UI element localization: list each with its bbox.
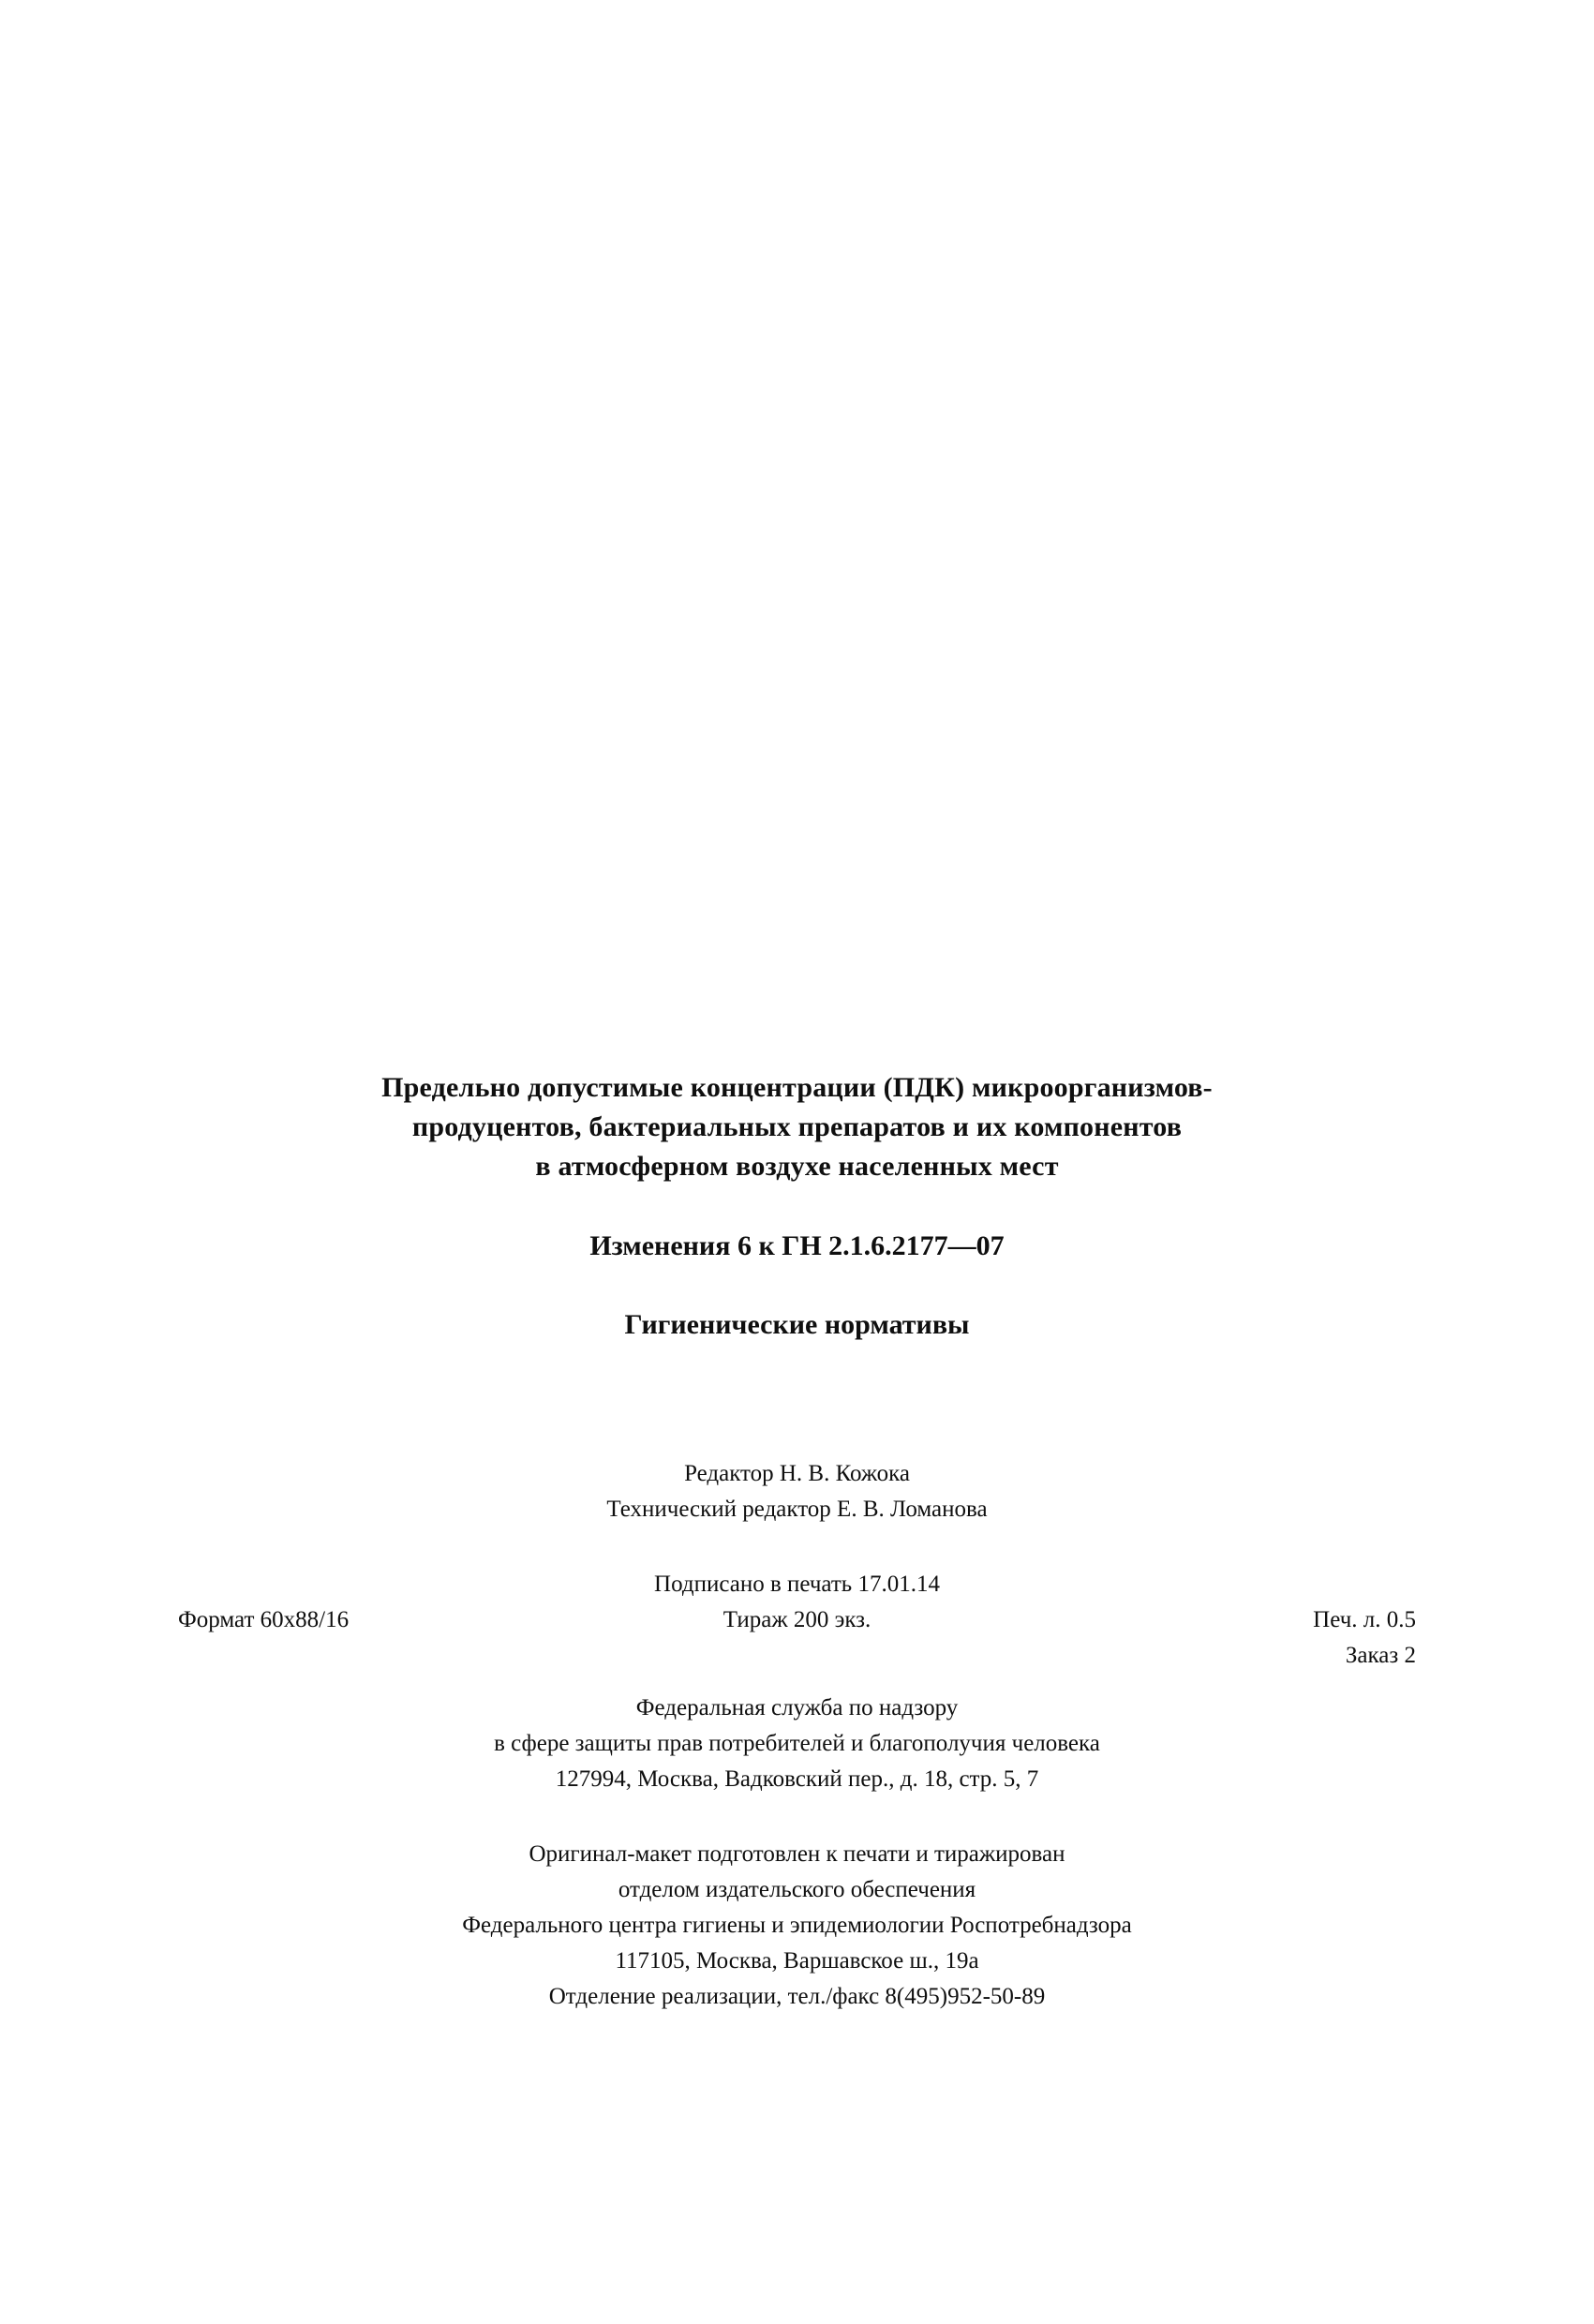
producer-line-3: Федерального центра гигиены и эпидемиологии Роспотребнадзора (462, 1913, 1132, 1938)
publisher-address: 127994, Москва, Вадковский пер., д. 18, стр. 5, 7 (555, 1766, 1039, 1792)
producer-line-1: Оригинал-макет подготовлен к печати и тиражирован (529, 1841, 1065, 1867)
document-title (0, 1068, 1594, 1186)
publisher-info (0, 1691, 1594, 1797)
colophon (0, 1068, 1594, 2015)
press-details (0, 1567, 1594, 1668)
publisher-line-2: в сфере защиты прав потребителей и благополучия человека (494, 1731, 1100, 1756)
title-line-2: продуцентов, бактериальных препаратов и их компонентов (411, 1111, 1183, 1142)
producer-contact: Отделение реализации, тел./факс 8(495)952-50-89 (548, 1984, 1046, 2009)
title-line-1: Предельно допустимые концентрации (ПДК) микроорганизмов- (381, 1072, 1213, 1103)
print-sheets: Печ. л. 0.5 (1313, 1607, 1416, 1632)
editors (0, 1456, 1594, 1527)
circulation: Тираж 200 экз. (723, 1607, 871, 1632)
document-type: Гигиенические нормативы (624, 1309, 970, 1340)
format: Формат 60х88/16 (178, 1607, 350, 1632)
technical-editor-line: Технический редактор Е. В. Ломанова (606, 1497, 988, 1522)
producer-address: 117105, Москва, Варшавское ш., 19а (615, 1948, 979, 1974)
producer-info (0, 1837, 1594, 2015)
signed-to-print: Подписано в печать 17.01.14 (654, 1572, 940, 1597)
amendment-reference: Изменения 6 к ГН 2.1.6.2177—07 (589, 1230, 1005, 1261)
publisher-line-1: Федеральная служба по надзору (635, 1695, 959, 1721)
order-number: Заказ 2 (1345, 1643, 1416, 1668)
producer-line-2: отделом издательского обеспечения (618, 1877, 976, 1902)
title-line-3: в атмосферном воздухе населенных мест (535, 1151, 1059, 1182)
editor-line: Редактор Н. В. Кожока (684, 1461, 910, 1486)
